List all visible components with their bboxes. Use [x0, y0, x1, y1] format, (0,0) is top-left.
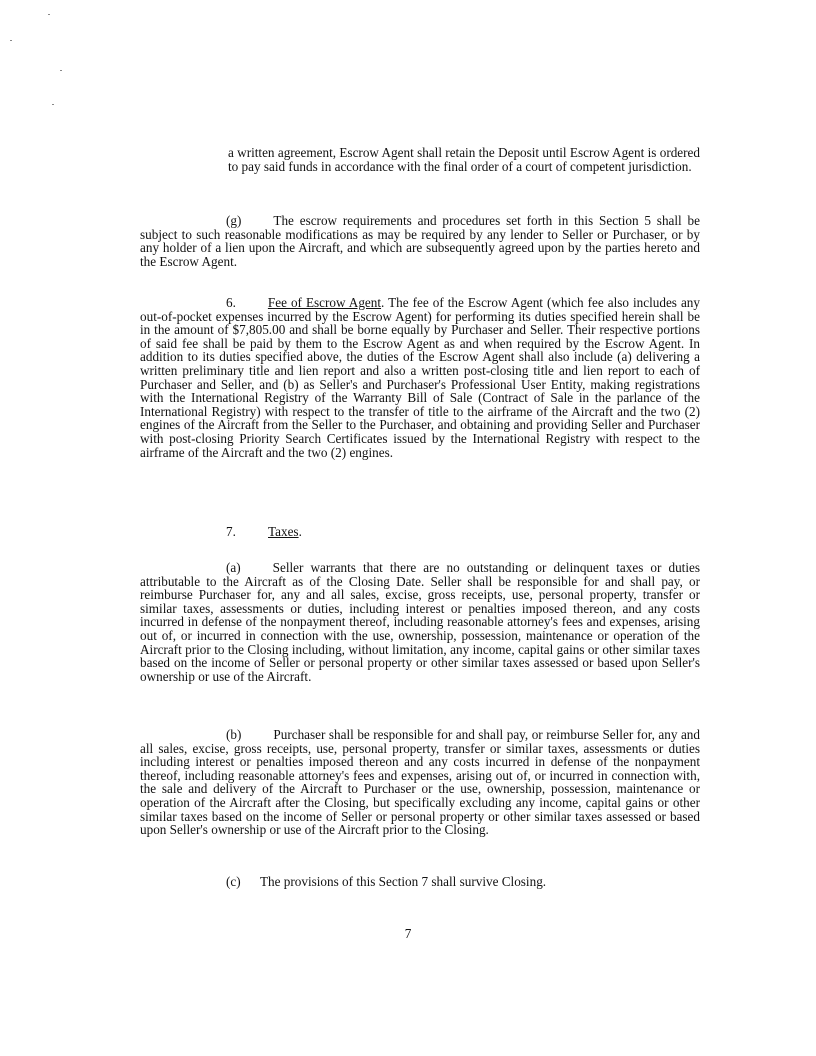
scan-speck: [10, 40, 12, 41]
paragraph-7b: [140, 728, 700, 837]
section-heading: Taxes: [268, 524, 299, 539]
paragraph-text: Seller warrants that there are no outstanding or delinquent taxes or duties attributable to the Aircraft as of the Closing Date. Seller shall be responsible for and shall pay, or reimburse Purchaser for, any and all sales, excise, gross receipts, use, personal property, transfer or similar taxes, assessments or duties, including interest or penalties imposed thereon, and any costs incurred in defense of the nonpayment thereof, including reasonable attorney's fees and expenses, arising out of, or incurred in connection with the use, ownership, possession, maintenance or operation of the Aircraft prior to the Closing including, without limitation, any income, capital gains or other similar taxes based on the income of Seller or personal property or other similar taxes assessed or based upon Seller's ownership or use of the Aircraft.: [140, 560, 700, 684]
section-number: 7.: [226, 524, 236, 539]
heading-suffix: .: [298, 524, 302, 539]
paragraph-text: a written agreement, Escrow Agent shall retain the Deposit until Escrow Agent is ordered to pay said funds in accordance with the final order of a court of competent jurisdiction.: [228, 145, 700, 174]
page-number: 7: [404, 926, 412, 941]
section-6: [140, 296, 700, 459]
section-7-heading-line: [226, 525, 302, 539]
paragraph-7c: [226, 875, 546, 889]
paragraph-continuation: [228, 146, 700, 173]
paragraph-text: The provisions of this Section 7 shall survive Closing.: [260, 874, 547, 889]
paragraph-label: (b): [226, 727, 242, 742]
scan-speck: [52, 104, 54, 105]
paragraph-text: Purchaser shall be responsible for and shall pay, or reimburse Seller for, any and all sales, excise, gross receipts, use, personal property, transfer or similar taxes, assessments or duties including interest or penalties imposed thereon and any costs incurred in defense of the nonpayment thereof, including reasonable attorney's fees and expenses, arising out of, or incurred in connection with, the sale and delivery of the Aircraft to Purchaser or the use, ownership, possession, maintenance or operation of the Aircraft after the Closing, but specifically excluding any income, capital gains or other similar taxes based on the income of Seller or personal property or other similar taxes assessed or based upon Seller's ownership or use of the Aircraft prior to the Closing.: [140, 727, 700, 838]
paragraph-label: (g): [226, 213, 242, 228]
paragraph-g: [140, 214, 700, 268]
section-heading: Fee of Escrow Agent: [267, 295, 382, 310]
paragraph-label: (a): [226, 560, 241, 575]
paragraph-text: The escrow requirements and procedures set forth in this Section 5 shall be subject to such reasonable modifications as may be required by any lender to Seller or Purchaser, or by any holder of a lien upon the Aircraft, and which are subsequently agreed upon by the parties hereto and the Escrow Agent.: [140, 213, 700, 269]
scan-speck: [60, 70, 62, 71]
paragraph-label: (c): [226, 874, 241, 889]
section-number: 6.: [226, 295, 236, 310]
paragraph-7a: [140, 561, 700, 683]
scan-speck: [48, 14, 50, 15]
paragraph-text: . The fee of the Escrow Agent (which fee also includes any out-of-pocket expenses incurred by the Escrow Agent) for performing its duties specified herein shall be in the amount of $7,805.00 and shall be borne equally by Purchaser and Seller. Their respective portions of said fee shall be paid by them to the Escrow Agent as and when required by the Escrow Agent. In addition to its duties specified above, the duties of the Escrow Agent shall also include (a) delivering a written preliminary title and lien report and also a written post-closing title and lien report to each of Purchaser and Seller, and (b) as Seller's and Purchaser's Professional User Entity, making registrations with the International Registry of the Warranty Bill of Sale (Contract of Sale in the parlance of the International Registry) with respect to the transfer of title to the airframe of the Aircraft and the two (2) engines of the Aircraft from the Seller to the Purchaser, and obtaining and providing Seller and Purchaser with post-closing Priority Search Certificates issued by the International Registry with respect to the airframe of the Aircraft and the two (2) engines.: [140, 295, 700, 460]
